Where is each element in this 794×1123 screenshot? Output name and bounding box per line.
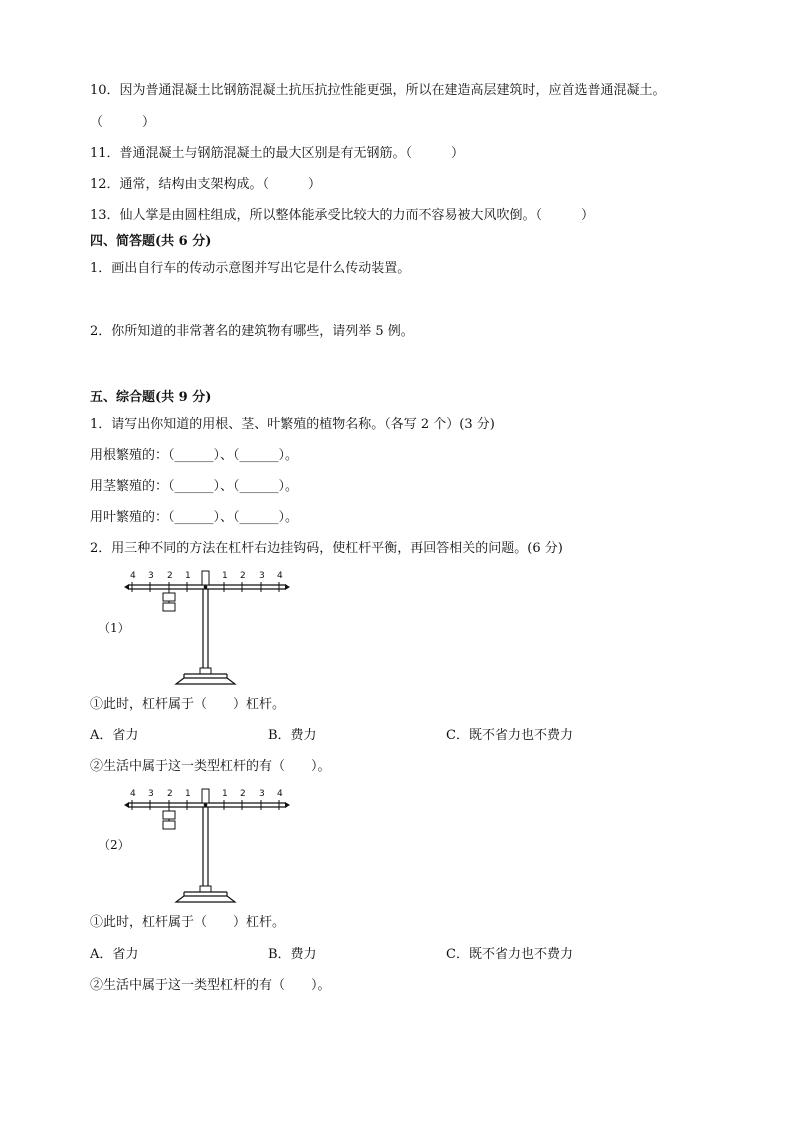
- tick-label: 4: [130, 789, 136, 799]
- part-2-question-b: ②生活中属于这一类型杠杆的有（ ）。: [90, 978, 331, 993]
- stem-propagation-line[interactable]: 用茎繁殖的：（______）、（______）。: [90, 479, 299, 494]
- tick-label: 1: [222, 571, 228, 581]
- weight-block: [163, 603, 175, 611]
- leaf-propagation-line[interactable]: 用叶繁殖的：（______）、（______）。: [90, 510, 299, 525]
- tick-label: 3: [259, 571, 265, 581]
- tick-label: 3: [259, 789, 265, 799]
- figure-2-label: （2）: [98, 838, 130, 852]
- lever-figure-2: [120, 784, 295, 909]
- option-b[interactable]: B．费力: [268, 728, 317, 743]
- part-1-question-a: ①此时，杠杆属于（ ）杠杆。: [90, 697, 286, 712]
- tick-label: 1: [222, 789, 228, 799]
- section-5-question-2: 2．用三种不同的方法在杠杆右边挂钩码，使杠杆平衡，再回答相关的问题。(6 分): [90, 541, 563, 556]
- tick-label: 2: [240, 571, 246, 581]
- tick-label: 1: [185, 571, 191, 581]
- question-10-blank[interactable]: （ ）: [90, 115, 156, 130]
- part-1-question-b: ②生活中属于这一类型杠杆的有（ ）。: [90, 759, 331, 774]
- tick-label: 2: [167, 571, 173, 581]
- option-c[interactable]: C．既不省力也不费力: [446, 947, 573, 962]
- question-12: 12．通常，结构由支架构成。（ ）: [90, 177, 322, 192]
- option-a[interactable]: A．省力: [90, 728, 139, 743]
- tick-label: 4: [130, 571, 136, 581]
- section-4-question-2: 2．你所知道的非常著名的建筑物有哪些，请列举 5 例。: [90, 324, 414, 339]
- tick-label: 4: [277, 571, 283, 581]
- question-11: 11．普通混凝土与钢筋混凝土的最大区别是有无钢筋。（ ）: [90, 146, 465, 161]
- tick-label: 1: [185, 789, 191, 799]
- section-4-question-1: 1．画出自行车的传动示意图并写出它是什么传动装置。: [90, 261, 411, 276]
- tick-label: 3: [148, 789, 154, 799]
- question-13: 13．仙人掌是由圆柱组成，所以整体能承受比较大的力而不容易被大风吹倒。（ ）: [90, 208, 595, 223]
- lever-figure-1: [120, 566, 295, 691]
- tick-label: 4: [277, 789, 283, 799]
- weight-block: [163, 811, 175, 819]
- option-a[interactable]: A．省力: [90, 947, 139, 962]
- tick-label: 2: [240, 789, 246, 799]
- tick-label: 3: [148, 571, 154, 581]
- question-10: 10．因为普通混凝土比钢筋混凝土抗压抗拉性能更强，所以在建造高层建筑时，应首选普通混凝土。: [90, 83, 666, 98]
- option-b[interactable]: B．费力: [268, 947, 317, 962]
- part-2-question-a: ①此时，杠杆属于（ ）杠杆。: [90, 915, 286, 930]
- weight-block: [163, 593, 175, 601]
- option-c[interactable]: C．既不省力也不费力: [446, 728, 573, 743]
- tick-label: 2: [167, 789, 173, 799]
- section-4-title: 四、简答题(共 6 分): [90, 234, 212, 249]
- figure-1-label: （1）: [98, 621, 130, 635]
- section-5-title: 五、综合题(共 9 分): [90, 390, 212, 405]
- section-5-question-1: 1．请写出你知道的用根、茎、叶繁殖的植物名称。（各写 2 个）(3 分): [90, 417, 495, 432]
- weight-block: [163, 821, 175, 829]
- root-propagation-line[interactable]: 用根繁殖的：（______）、（______）。: [90, 448, 299, 463]
